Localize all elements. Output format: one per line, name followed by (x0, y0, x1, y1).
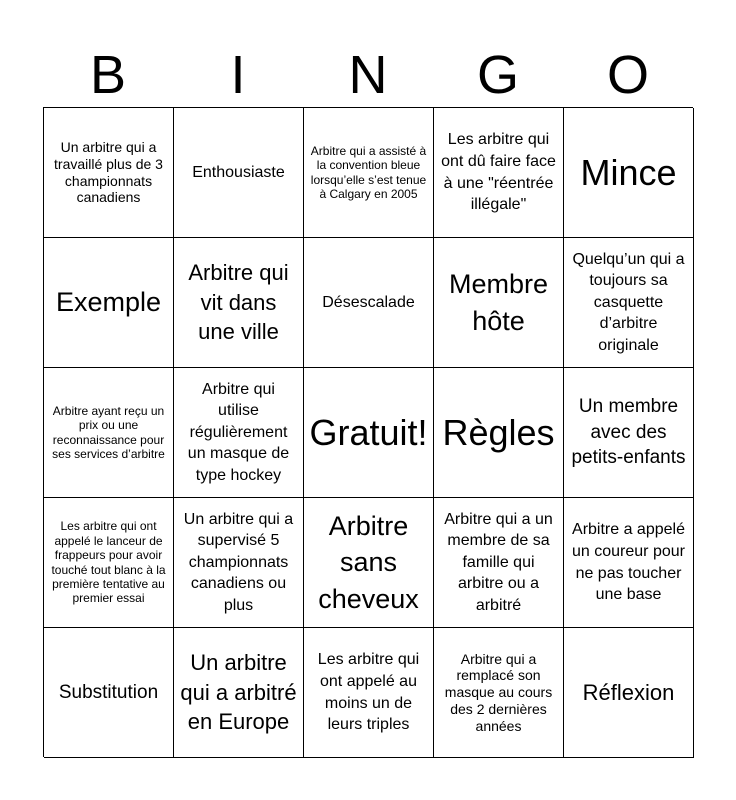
bingo-cell[interactable]: Arbitre qui a remplacé son masque au cours des 2 dernières années (434, 628, 564, 758)
bingo-cell[interactable]: Mince (564, 108, 694, 238)
bingo-cell[interactable]: Substitution (44, 628, 174, 758)
bingo-cell[interactable]: Arbitre qui utilise régulièrement un masque de type hockey (174, 368, 304, 498)
bingo-cell[interactable]: Quelqu’un qui a toujours sa casquette d’arbitre originale (564, 238, 694, 368)
bingo-cell[interactable]: Un arbitre qui a supervisé 5 championnats canadiens ou plus (174, 498, 304, 628)
bingo-cell[interactable]: Un arbitre qui a travaillé plus de 3 championnats canadiens (44, 108, 174, 238)
bingo-cell[interactable]: Réflexion (564, 628, 694, 758)
bingo-cell[interactable]: Membre hôte (434, 238, 564, 368)
bingo-cell[interactable]: Règles (434, 368, 564, 498)
bingo-cell-free[interactable]: Gratuit! (304, 368, 434, 498)
bingo-header (43, 44, 693, 106)
header-letter-b: B (89, 45, 127, 105)
bingo-cell[interactable]: Un arbitre qui a arbitré en Europe (174, 628, 304, 758)
bingo-cell[interactable]: Un membre avec des petits-enfants (564, 368, 694, 498)
header-letter-o: O (606, 45, 649, 105)
bingo-cell[interactable]: Arbitre sans cheveux (304, 498, 434, 628)
bingo-cell[interactable]: Désescalade (304, 238, 434, 368)
bingo-cell[interactable]: Arbitre qui vit dans une ville (174, 238, 304, 368)
header-letter-n: N (348, 45, 388, 105)
bingo-cell[interactable]: Enthousiaste (174, 108, 304, 238)
bingo-cell[interactable]: Exemple (44, 238, 174, 368)
bingo-grid (43, 107, 693, 757)
bingo-cell[interactable]: Arbitre ayant reçu un prix ou une reconnaissance pour ses services d’arbitre (44, 368, 174, 498)
bingo-cell[interactable]: Les arbitre qui ont appelé au moins un de leurs triples (304, 628, 434, 758)
bingo-cell[interactable]: Les arbitre qui ont appelé le lanceur de frappeurs pour avoir touché tout blanc à la première tentative au premier essai (44, 498, 174, 628)
bingo-cell[interactable]: Arbitre qui a assisté à la convention bleue lorsqu’elle s’est tenue à Calgary en 2005 (304, 108, 434, 238)
bingo-cell[interactable]: Arbitre qui a un membre de sa famille qui arbitre ou a arbitré (434, 498, 564, 628)
bingo-cell[interactable]: Les arbitre qui ont dû faire face à une "réentrée illégale" (434, 108, 564, 238)
header-letter-i: I (230, 45, 246, 105)
header-letter-g: G (476, 45, 519, 105)
bingo-cell[interactable]: Arbitre a appelé un coureur pour ne pas toucher une base (564, 498, 694, 628)
